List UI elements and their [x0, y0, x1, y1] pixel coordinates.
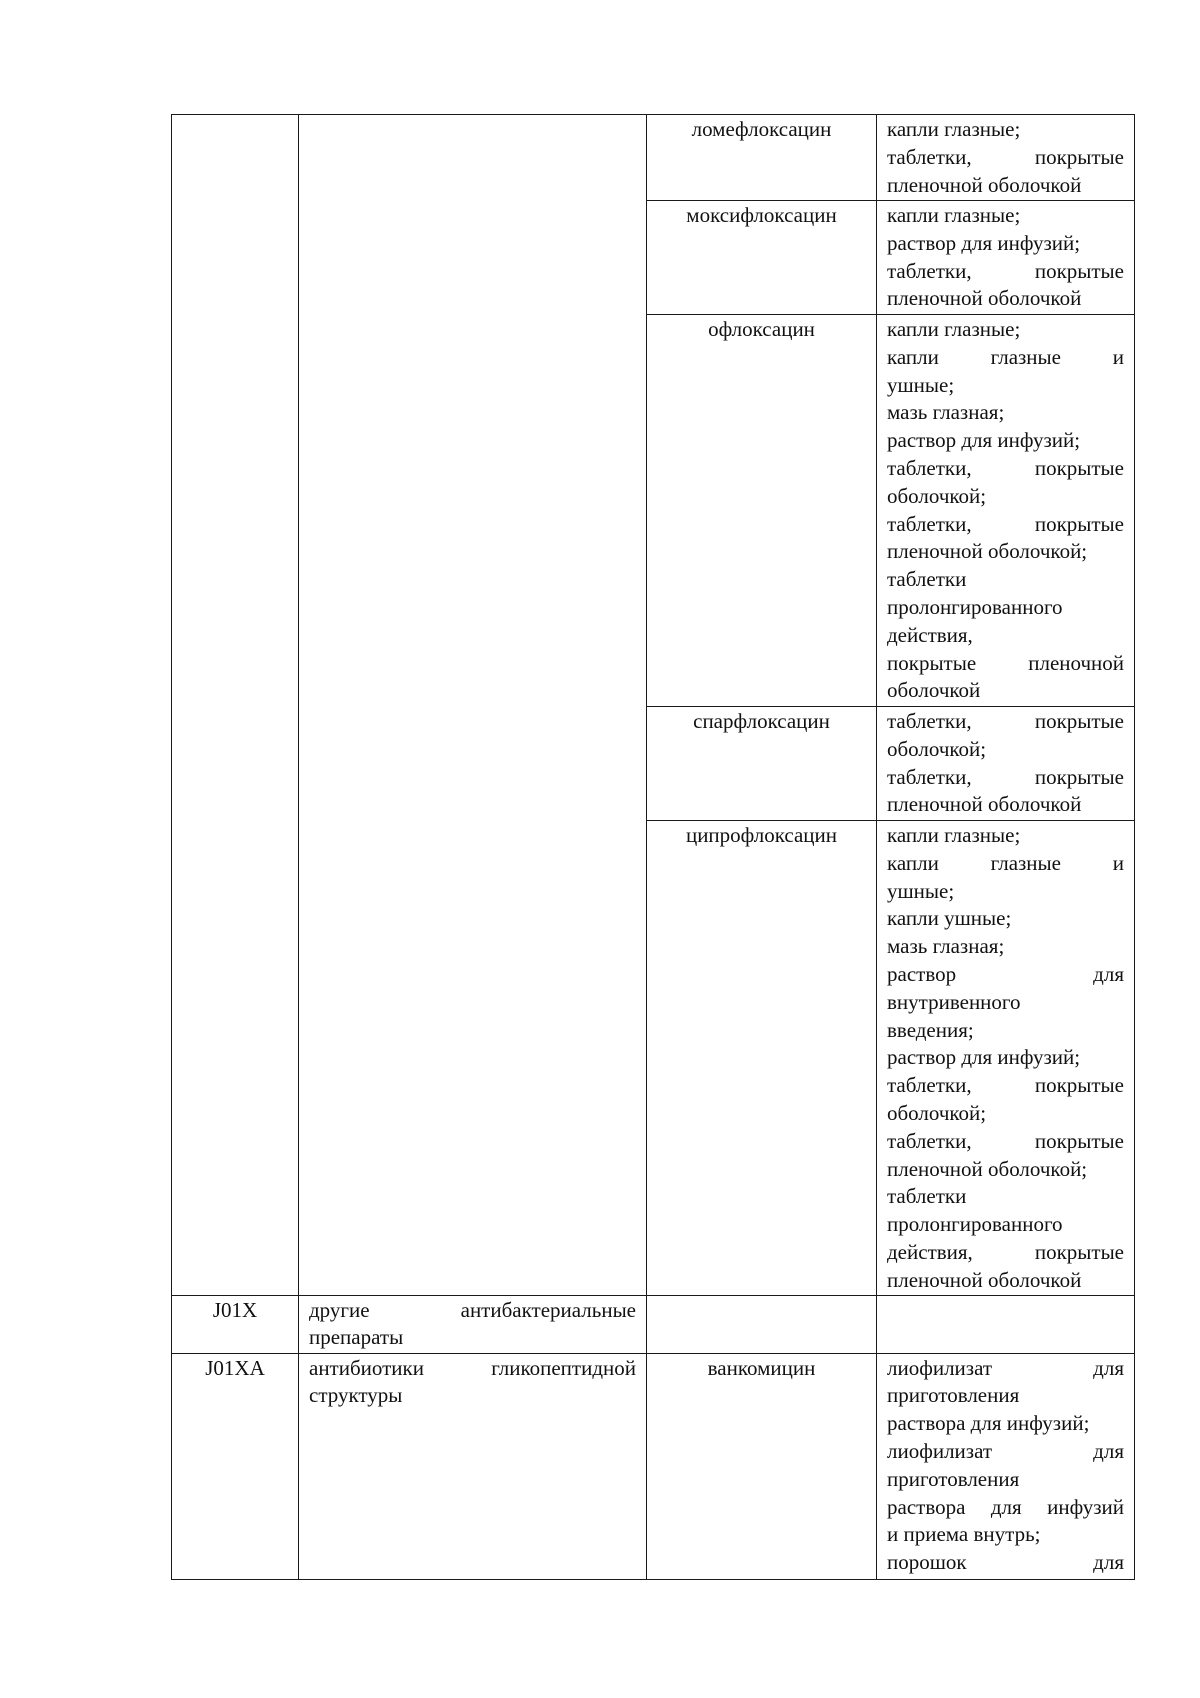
dosage-form-line: оболочкой; [887, 483, 987, 508]
dosage-form-line: мазь глазная; [887, 934, 1005, 959]
dosage-form-line: оболочкой; [887, 736, 987, 761]
group-name-line: другие антибактериальные [309, 1297, 636, 1322]
dosage-form-line: раствор для инфузий; [887, 428, 1081, 453]
drug-name-cell: ванкомицин [647, 1353, 877, 1579]
dosage-form-line: капли глазные и [887, 850, 1124, 875]
dosage-form-line: ушные; [887, 372, 955, 397]
dosage-form-line: порошок для [887, 1550, 1124, 1575]
dosage-form-line: и приема внутрь; [887, 1522, 1041, 1547]
dosage-form-line: таблетки, покрытые [887, 144, 1124, 169]
drug-name-cell: ципрофлоксацин [647, 821, 877, 1296]
table-row [172, 1295, 1135, 1353]
dosage-form-line: пленочной оболочкой [887, 792, 1082, 817]
dosage-form-line: таблетки [887, 1184, 967, 1209]
dosage-form-line: ушные; [887, 878, 955, 903]
dosage-form-line: капли глазные и [887, 344, 1124, 369]
anatomical-group-cell [299, 115, 647, 1296]
dosage-form-line: действия, [887, 622, 973, 647]
table-row [172, 1353, 1135, 1579]
dosage-form-line: покрытые пленочной [887, 650, 1124, 675]
dosage-form-line: раствора для инфузий [887, 1494, 1124, 1519]
dosage-form-line: таблетки, покрытые [887, 709, 1124, 733]
anatomical-group-cell [299, 1353, 647, 1579]
dosage-form-line: капли глазные; [887, 117, 1021, 141]
dosage-form-line: пленочной оболочкой; [887, 539, 1088, 564]
dosage-form-line: приготовления [887, 1383, 1020, 1408]
dosage-form-line: таблетки, покрытые [887, 1128, 1124, 1153]
atc-code-cell [172, 115, 299, 1296]
dosage-form-line: действия, покрытые [887, 1239, 1124, 1264]
group-name-line: антибиотики гликопептидной [309, 1355, 636, 1380]
dosage-form-line: раствор для [887, 961, 1124, 986]
dosage-forms-cell [877, 707, 1135, 821]
dosage-form-line: оболочкой; [887, 1100, 987, 1125]
dosage-form-line: введения; [887, 1017, 974, 1042]
dosage-form-line: раствор для инфузий; [887, 230, 1081, 255]
dosage-form-line: внутривенного [887, 989, 1021, 1014]
dosage-forms-cell [877, 315, 1135, 707]
dosage-forms-cell [877, 115, 1135, 201]
dosage-form-line: пленочной оболочкой [887, 172, 1082, 197]
dosage-form-line: капли ушные; [887, 906, 1012, 931]
dosage-forms-cell [877, 1353, 1135, 1579]
dosage-form-line: лиофилизат для [887, 1438, 1124, 1463]
dosage-form-line: мазь глазная; [887, 400, 1005, 425]
table-row [172, 115, 1135, 201]
dosage-form-line: пролонгированного [887, 594, 1063, 619]
dosage-form-line: таблетки, покрытые [887, 258, 1124, 283]
drug-name-cell: офлоксацин [647, 315, 877, 707]
atc-code-cell: J01XA [172, 1353, 299, 1579]
dosage-forms-cell [877, 1295, 1135, 1353]
dosage-form-line: пленочной оболочкой [887, 1267, 1082, 1292]
drug-name-cell: моксифлоксацин [647, 201, 877, 315]
dosage-form-line: таблетки, покрытые [887, 455, 1124, 480]
drug-name-cell [647, 1295, 877, 1353]
atc-code-cell: J01X [172, 1295, 299, 1353]
dosage-form-line: пленочной оболочкой [887, 286, 1082, 311]
dosage-form-line: капли глазные; [887, 203, 1021, 227]
dosage-form-line: приготовления [887, 1466, 1020, 1491]
dosage-form-line: таблетки [887, 567, 967, 592]
drug-name-cell: спарфлоксацин [647, 707, 877, 821]
dosage-form-line: лиофилизат для [887, 1355, 1124, 1380]
dosage-form-line: оболочкой [887, 678, 981, 703]
dosage-forms-cell [877, 201, 1135, 315]
group-name-line: препараты [309, 1325, 404, 1350]
dosage-form-line: таблетки, покрытые [887, 764, 1124, 789]
anatomical-group-cell [299, 1295, 647, 1353]
dosage-form-line: пролонгированного [887, 1212, 1063, 1237]
drug-list-table [171, 114, 1135, 1580]
dosage-form-line: капли глазные; [887, 317, 1021, 341]
dosage-form-line: пленочной оболочкой; [887, 1156, 1088, 1181]
group-name-line: структуры [309, 1383, 403, 1408]
drug-name-cell: ломефлоксацин [647, 115, 877, 201]
dosage-form-line: таблетки, покрытые [887, 511, 1124, 536]
dosage-form-line: раствор для инфузий; [887, 1045, 1081, 1070]
dosage-form-line: таблетки, покрытые [887, 1073, 1124, 1098]
dosage-form-line: капли глазные; [887, 823, 1021, 847]
dosage-form-line: раствора для инфузий; [887, 1411, 1090, 1436]
dosage-forms-cell [877, 821, 1135, 1296]
